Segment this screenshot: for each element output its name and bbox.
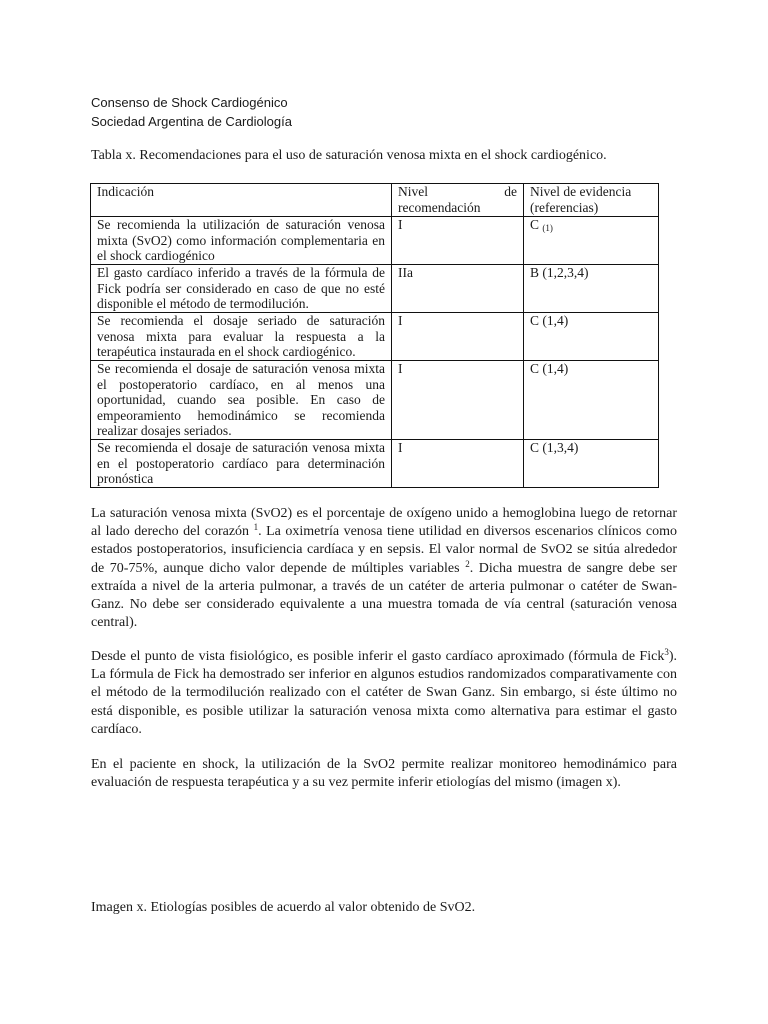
header-nivel-line2: recomendación bbox=[398, 199, 481, 215]
header-title: Consenso de Shock Cardiogénico bbox=[91, 95, 288, 110]
header-indicacion: Indicación bbox=[91, 184, 392, 217]
row-nivel: I bbox=[392, 313, 524, 361]
row-evidencia-value: C bbox=[530, 217, 540, 232]
row-nivel: IIa bbox=[392, 265, 524, 313]
recommendations-table bbox=[90, 183, 659, 488]
document-header bbox=[91, 93, 292, 131]
header-nivel-recomendacion bbox=[392, 184, 524, 217]
row-evidencia-ref: (1) bbox=[542, 223, 553, 233]
p1-reference-1: 1 bbox=[253, 522, 259, 533]
header-nivel-evidencia: Nivel de evidencia (referencias) bbox=[524, 184, 659, 217]
table-row bbox=[91, 361, 659, 440]
p2-text-a: Desde el punto de vista fisiológico, es posible inferir el gasto cardíaco aproximado (fórmula de Fick bbox=[91, 649, 665, 664]
table-header-row bbox=[91, 184, 659, 217]
paragraph-fick bbox=[91, 648, 677, 739]
row-indicacion: Se recomienda la utilización de saturación venosa mixta (SvO2) como información complementaria en el shock cardiogénico bbox=[91, 217, 392, 265]
p2-text-b: ). La fórmula de Fick ha demostrado ser inferior en algunos estudios randomizados comparativamente con el método de la termodilución realizado con el catéter de Swan Ganz. Sin embargo, si éste último no está disponible, es posible utilizar la saturación venosa mixta como alternativa para estimar el gasto cardíaco. bbox=[91, 649, 677, 737]
paragraph-shock-monitoring: En el paciente en shock, la utilización de la SvO2 permite realizar monitoreo hemodinámico para evaluación de respuesta terapéutica y a su vez permite inferir etiologías del mismo (imagen x). bbox=[91, 757, 677, 791]
row-indicacion: Se recomienda el dosaje de saturación venosa mixta el postoperatorio cardíaco, en al menos una oportunidad, cuando sea posible. En caso de empeoramiento hemodinámico se recomienda realizar dosajes seriados. bbox=[91, 361, 392, 440]
row-evidencia: B (1,2,3,4) bbox=[524, 265, 659, 313]
row-evidencia: C (1,4) bbox=[524, 313, 659, 361]
header-organization: Sociedad Argentina de Cardiología bbox=[91, 114, 292, 129]
paragraph-svo2-definition bbox=[91, 505, 677, 632]
table-row bbox=[91, 440, 659, 488]
row-indicacion: Se recomienda el dosaje de saturación venosa mixta en el postoperatorio cardíaco para determinación pronóstica bbox=[91, 440, 392, 488]
p1-text-b: . La oximetría venosa tiene utilidad en diversos escenarios clínicos como estados postoperatorios, insuficiencia cardíaca y en sepsis. El valor normal de SvO2 se sitúa alrededor de 70-75%, aunque dicho valor depende de múltiples variables bbox=[91, 524, 677, 576]
row-nivel: I bbox=[392, 361, 524, 440]
p1-text-a: La saturación venosa mixta (SvO2) es el porcentaje de oxígeno unido a hemoglobina luego de retornar al lado derecho del corazón bbox=[91, 506, 677, 540]
row-nivel: I bbox=[392, 440, 524, 488]
table-row bbox=[91, 265, 659, 313]
row-evidencia: C (1,4) bbox=[524, 361, 659, 440]
row-nivel: I bbox=[392, 217, 524, 265]
row-evidencia bbox=[524, 217, 659, 265]
p1-reference-2: 2 bbox=[465, 558, 470, 569]
header-nivel-line1 bbox=[398, 184, 517, 200]
row-indicacion: Se recomienda el dosaje seriado de saturación venosa mixta para evaluar la respuesta a la terapéutica instaurada en el shock cardiogénico. bbox=[91, 313, 392, 361]
header-nivel-word2: de bbox=[504, 184, 517, 199]
table-row bbox=[91, 313, 659, 361]
image-caption: Imagen x. Etiologías posibles de acuerdo al valor obtenido de SvO2. bbox=[91, 900, 476, 915]
p1-text-c: . Dicha muestra de sangre debe ser extraída a nivel de la arteria pulmonar, a través de un catéter de arteria pulmonar o catéter de Swan-Ganz. No debe ser considerado equivalente a una muestra tomada de vía central (saturación venosa central). bbox=[91, 560, 677, 631]
table-caption: Tabla x. Recomendaciones para el uso de saturación venosa mixta en el shock cardiogénico. bbox=[91, 148, 607, 163]
row-indicacion: El gasto cardíaco inferido a través de la fórmula de Fick podría ser considerado en caso de que no esté disponible el método de termodilución. bbox=[91, 265, 392, 313]
header-nivel-word1: Nivel bbox=[398, 184, 428, 199]
row-evidencia: C (1,3,4) bbox=[524, 440, 659, 488]
p2-reference-3: 3 bbox=[664, 647, 669, 657]
table-row bbox=[91, 217, 659, 265]
